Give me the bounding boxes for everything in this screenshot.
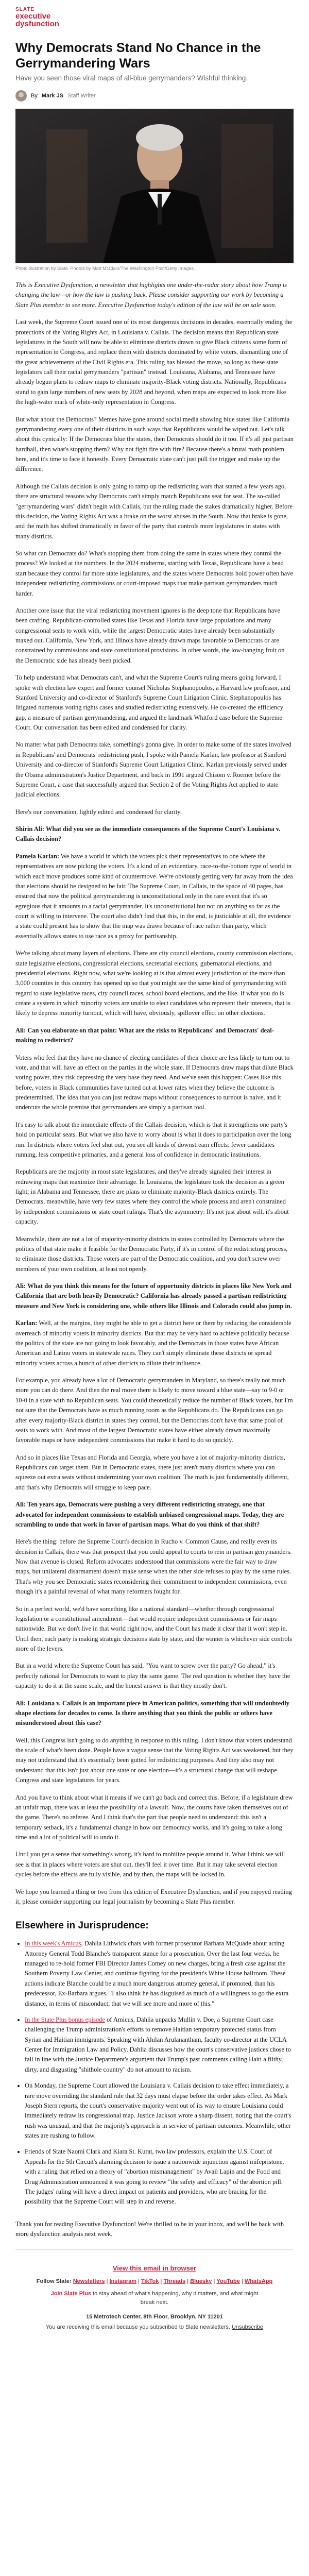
article-paragraph: Here's our conversation, lightly edited and condensed for clarity. [15,808,182,816]
elsewhere-item-text: On Monday, the Supreme Court allowed the Louisiana v. Callais decision to take effect immediately, a rare move overriding the standard rule that 32 days must elapse before the order takes effect. As Mark Joseph Stern reports, the court's conservative majority went out of its way to ensure Louisiana could immediately redraw its congressional map. Justice Jackson wrote a sharp dissent, noting that the court's rush was unusual, and that the majority's approach is in service of partisan outcomes. Meanwhile, other states are rushing to follow. [25,2082,291,2139]
author-role: Staff Writer [67,93,96,99]
article-paragraph: Another core issue that the viral redistricting movement ignores is the deep tone that Republicans have been crafting. Republican-controlled states like Texas and Florida have large populations and many congressional seats to work with, while the largest Democratic states have already been substantially maxed out. California, New York, and Illinois have already drawn maps favorable to Democrats or are constrained by commissions and state constitutional provisions. In other words, the low-hanging fruit on the Democratic side has already been picked. [15,606,285,664]
interview-paragraph [15,1604,294,1654]
speaker-text: Meanwhile, there are not a lot of majority-minority districts in states controlled by Democrats where the politics of that state make it feasible for the Democratic Party, if it's in control of the redistricting process, to eliminate those districts. Those voters are part of the Democratic coalition, and you don't screw over members of your own coalition, at least not openly. [15,1235,288,1273]
interview-paragraph [15,1453,294,1493]
speaker-text: Louisiana v. Callais is an important piece in American politics, something that will undoubtedly shape elections for decades to come. Is there anything that you think the public or others have misunderstood about this case? [15,1699,290,1727]
intro-paragraph: This is Executive Dysfunction, a newsletter that highlights one under-the-radar story about how Trump is changing the law—or how the law is pushing back. Please consider supporting our work by becoming a Slate Plus member to see more. Executive Dysfunction today's edition of the law will be on sale soon. [15,281,287,309]
speaker-label: Karlan: [15,1319,38,1327]
tagline-text: to stay ahead of what's happening, why it matters, and what might break next. [91,2291,259,2306]
speaker-text: Well, at the margins, they might be able to get a district here or there by reducing the considerable overreach of minority voters in minority districts. But that may be very hard to achieve politically because the politics of the state are not going to look favorably, and the Democrats in those states have African American and Latino voters in statewide races. They can't simply eliminate these districts or spread minority voters across a bunch of other districts to dilute their influence. [15,1319,291,1367]
hero-image [15,109,294,263]
follow-link-whatsapp[interactable]: WhatsApp [244,2278,273,2285]
speaker-text: Well, this Congress isn't going to do anything in response to this ruling. I don't know that voters understand the scale of what's been done. People have a vague sense that the Voting Rights Act was weakened, but they may not understand that it's essentially been gutted for redistricting purposes. And they also may not understand that this isn't just about one state or one election—it's a structural change that will reshape Congress and state legislatures for years. [15,1736,294,1784]
speaker-text: Can you elaborate on that point: What are the risks to Republicans' and Democrats' deal-making to redistrict? [15,1026,274,1044]
article-paragraph: To help understand what Democrats can't, and what the Supreme Court's ruling means going forward, I spoke with election law expert and former counsel Nicholas Stephanopoulos, a Harvard law professor, and Stanford University and co-director of Stanford's Supreme Court Litigation Clinic. Stephanopoulos has litigated numerous voting rights cases and studied redistricting extensively. He co-created the efficiency gap, a measure of partisan gerrymandering, and argued the landmark Whitford case before the Supreme Court. Our conversation has been edited and condensed for clarity. [15,674,290,731]
view-in-browser-link[interactable]: View this email in browser [112,2264,197,2273]
logo-line1: executive [15,12,51,21]
article-paragraph: Although the Callais decision is only going to ramp up the redistricting wars that started a few years ago, there are structural reasons why Democrats can't simply match Republicans seat for seat. The so-called "gerrymandering wars" didn't begin with Callais, but the ruling made the stakes dramatically higher. Before this decision, the Voting Rights Act was a brake on the worst abuses in the South. Now that brake is gone, and the math has shifted dramatically in favor of the party that controls more legislatures in states with many districts. [15,482,293,540]
speaker-text: It's easy to talk about the immediate effects of the Callais decision, which is that it strengthens one party's hold on particular seats. But what we also have to worry about is what it does to participation over the long run. In districts where voters feel shut out, you see all kinds of downstream effects: fewer candidates running, less competitive primaries, and a general loss of confidence in democratic institutions. [15,1121,291,1158]
speaker-text: We're talking about many layers of elections. There are city council elections, county commission elections, state legislative elections, congressional elections, secretarial elections, gubernatorial elections, and presidential elections. Right now, what we're looking at is that almost every jurisdiction of the more than 3,000 counties in this country has opened up so that you might see the same kind of gerrymandering with regard to state legislative races, city council races, school board elections, and the like. If what you do is create a system in which minority voters are unable to elect candidates who represent their interests, that is likely to depress minority turnout, which will have, obviously, spillover effect on other elections. [15,950,294,1017]
slate-logo[interactable] [15,7,59,28]
paragraphs [15,317,294,817]
byline-prefix: By [31,93,38,99]
footer-divider [15,2249,294,2250]
logo-line2: dysfunction [15,20,59,28]
interview [15,824,294,1880]
elsewhere-item-text: of Amicus, Dahlia unpacks Mullin v. Doe, a Supreme Court case challenging the Trump administration's efforts to remove Haitian temporary protected status from Syrian and Haitian immigrants. Speaking with Ahilan Arulanantham, faculty co-director at the UCLA Center for Immigration Law and Policy, Dahlia discusses how the court's conservative justices chose to fall in line with the Justice Department's argument that Trump's past comments calling Haiti a filthy, dirty, and disgusting "shithole country" do not amount to racism. [25,2015,291,2073]
speaker-label: Ali: [15,1501,26,1509]
interview-paragraph [15,1167,294,1227]
elsewhere-list [15,1939,294,2207]
speaker-text: But in a world where the Supreme Court has said, "You want to screw over the party? Go ahead," it's perfectly rational for Democrats to want to play the same game. The real question is whether they have the capacity to do it at the same scale, and the honest answer is that they mostly don't. [15,1662,290,1690]
speaker-text: Republicans are the majority in most state legislatures, and they've already signaled their interest in redrawing maps that maximize their advantage. In Louisiana, the legislature took the decision as a green light; in Alabama and Tennessee, there are plans to eliminate majority-Black districts entirely. The Democrats, meanwhile, have very few states where they control the whole process and aren't constrained by independent commissions or state court rulings. That's the asymmetry: It's not just about will, it's about capacity. [15,1168,289,1226]
author-avatar [15,90,27,101]
speaker-label: Ali: [15,1026,26,1034]
closing-paragraph [15,1887,294,1907]
interview-paragraph [15,1120,294,1160]
elsewhere-item-link[interactable]: In this week's Amicus [25,1940,81,1947]
interview-paragraph [15,1736,294,1786]
interview-paragraph [15,1053,294,1113]
byline [15,90,294,101]
article-subtitle: Have you seen those viral maps of all-blue gerrymanders? Wishful thinking. [15,74,248,82]
elsewhere-item-link[interactable]: In the State Plus bonus episode [25,2015,105,2023]
speaker-label: Ali: [15,1282,26,1290]
join-slate-plus-link[interactable]: Join Slate Plus [50,2291,91,2297]
footer [15,2259,294,2351]
elsewhere-item-text: Friends of State Naomi Clark and Kiara St. Kurat, two law professors, explain the U.S. Court of Appeals for the 5th Circuit's alarming decision to issue a nationwide injunction against mifepristone, with a ruling that relied on a theory of "abortion mismanagement" by Avail Lapin and the Food and Drug Administration announced it was going to review "the safety and efficacy" of the abortion pill. The judges' ruling will have a direct impact on patients and providers, who are bracing for the possibility that the Supreme Court will step in and reverse. [25,2148,284,2206]
speaker-text: Ten years ago, Democrats were pushing a very different redistricting strategy, one that advocated for independent commissions to establish unbiased congressional maps. Today, they are scrambling to undo that work in favor of partisan maps. What do you think of that shift? [15,1501,284,1528]
interview-paragraph [15,1500,294,1530]
unsub-text: You are receiving this email because you subscribed to Slate newsletters. [45,2324,230,2331]
speaker-text: And you have to think about what it means if we can't go back and correct this. Before, if a legislature drew an unfair map, there was at least the possibility of a lawsuit. Now, the courts have taken themselves out of the game. There's no referee. And I think that's the part that people need to understand: this isn't a temporary setback, it's a fundamental change in how our democracy works, and it's going to take a long time and a lot of political will to undo it. [15,1793,293,1841]
speaker-text: What did you see as the immediate consequences of the Supreme Court's Louisiana v. Callais decision? [15,825,281,843]
interview-paragraph [15,1793,294,1843]
speaker-label: Ali: [15,1699,26,1707]
follow-row [15,2278,294,2284]
speaker-label: Shirin Ali: [15,825,44,833]
interview-paragraph [15,948,294,1019]
speaker-text: Until you get a sense that something's wrong, it's hard to mobilize people around it. What I think we will see is that in places where voters are shut out, they'll feel it over time. But it may take several election cycles before the effects are fully visible, and by then, the maps will be locked in. [15,1851,285,1878]
elsewhere-heading: Elsewhere in Jurisprudence: [15,1920,149,1931]
speaker-text: Voters who feel that they have no chance of electing candidates of their choice are less likely to turn out to vote, and that will have an effect on the parties in the whole state. If Democrats draw maps that dilute Black voting power, they risk depressing the very base they need. And we've seen this happen: Cases like this before, voters in Black communities have turned out at lower rates when they believe the outcome is predetermined. The idea that you can just redraw maps without consequences to turnout is naive, and it undercuts the whole premise that gerrymanders are simply a partisan tool. [15,1054,294,1111]
interview-paragraph [15,852,294,941]
speaker-text: For example, you already have a lot of Democratic gerrymanders in Maryland, so there's really not much more you can do there. And then the real move there is likely to move toward a blue state—say to 9-0 or 10-0 in a state with no Republican seats. You could theoretically reduce the number of Black voters, but I'm not sure that the Democrats have as much running room as the Republicans do. The Republicans can go after every majority-Black district in states they control, but the Democrats don't have that same pool of seats to work with. And most of the largest Democratic states have either already drawn maximally favorable maps or have independent commissions that make it hard to do so quickly. [15,1377,293,1444]
article-paragraph: So what can Democrats do? What's stopping them from doing the same in states where they control the process? We looked at the numbers. In the 2024 midterms, starting with Texas, Republicans have a head start because they control far more state legislatures, and the states where Democrats hold power often have independent redistricting commissions or court-imposed maps that make partisan gerrymanders much harder. [15,550,294,597]
thanks-note: Thank you for reading Executive Dysfunction! We're thrilled to be in your inbox, and we'll be back with more dysfunction analysis next week. [15,2220,284,2238]
follow-links: Newsletters | Instagram | TikTok | Threads | Bluesky | YouTube | WhatsApp [73,2278,273,2285]
elsewhere-item [25,2147,294,2207]
hero-caption: Photo illustration by Slate. Photos by Matt McClain/The Washington Post/Getty Images. [15,266,195,271]
unsubscribe-row [15,2324,294,2330]
interview-paragraph [15,1281,294,1311]
author-name[interactable]: Mark JS [41,93,64,99]
follow-link-bluesky[interactable]: Bluesky [190,2278,212,2285]
logo-slate: SLATE [15,7,35,12]
tagline [46,2290,263,2307]
article-title: Why Democrats Stand No Chance in the Gerrymandering Wars [15,41,261,71]
speaker-text: So in a perfect world, we'd have something like a national standard—whether through congressional legislation or a constitutional amendment—that would require independent commissions or fair maps nationwide. But we don't live in that world right now, and the Court has made it clear that it won't step in. Until then, each party is making strategic decisions state by state, and the winner is whichever side controls more of the levers. [15,1605,293,1652]
interview-paragraph [15,1661,294,1691]
interview-paragraph [15,1699,294,1728]
follow-link-tiktok[interactable]: TikTok [141,2278,159,2285]
interview-paragraph [15,824,294,844]
elsewhere-item [25,1939,294,2009]
follow-link-threads[interactable]: Threads [163,2278,186,2285]
speaker-text: And so in places like Texas and Florida and Georgia, where you have a lot of majority-minority districts, Republicans can target them. But in Democratic states, there just aren't many districts where you can squeeze out extra seats without undermining your own coalition. The math is just fundamentally different, and that's why Democrats will struggle to keep pace. [15,1453,289,1491]
elsewhere-item [25,2081,294,2141]
interview-paragraph [15,1850,294,1879]
article-paragraph: But what about the Democrats? Memes have gone around social media showing blue states like California gerrymandering every one of their districts in such ways that Republicans would be wiped out. Let's talk about this cynically: If the Democrats blue the states, then Democrats should do it too. If it's all just partisan hardball, then what's stopping them? Why not fight fire with fire? Because there's a brutal math problem here, and it's time to face it honestly. Every Democratic state can't just pull the trigger and make up the difference. [15,415,294,473]
follow-link-newsletters[interactable]: Newsletters [73,2278,105,2285]
follow-link-youtube[interactable]: YouTube [216,2278,240,2285]
hero-photo-illustration [15,109,294,263]
address: 15 Metrotech Center, 8th Floor, Brooklyn, NY 11201 [86,2314,223,2320]
article-paragraph: Last week, the Supreme Court issued one of its most dangerous decisions in decades, essentially ending the protections of the Voting Rights Act, in Louisiana v. Callais. The decision means that Republican state legislatures in the South will now be able to eliminate districts drawn to give Black citizens some form of representation in Congress, and replace them with districts dominated by white voters, dismantling one of the great achievements of the Civil Rights era. This ruling has blessed the move, so long as these state legislators call their racial gerrymanders "partisan" instead. Louisiana, Alabama, and Tennessee have already begun plans to redraw maps to eliminate majority-Black voting districts. Nationally, Republicans stand to gain large numbers of new seats by 2028 and beyond, when maps are expected to look more like the high-water mark of white-only representation in Congress. [15,318,293,406]
interview-paragraph [15,1026,294,1046]
speaker-text: What do you think this means for the future of opportunity districts in places like New York and California that are both heavily Democratic? California has already passed a partisan redistricting measure and New York is considering one, while others like Illinois and Colorado could also jump in. [15,1282,292,1310]
follow-label: Follow Slate: [36,2278,72,2285]
elsewhere-item [25,2015,294,2075]
masthead [15,0,294,33]
speaker-text: Here's the thing: before the Supreme Court's decision in Rucho v. Common Cause, and really even its decision in Callais, there was that prospect that you could appeal to courts to rein in partisan gerrymanders. Now that avenue is closed. Reform advocates understood that commissions were the fair way to draw maps, but unilateral disarmament doesn't make sense when the other side refuses to play by the same rules. That's why you see Democratic states reconsidering their commitment to independent commissions, even though it's a painful reversal of what many reformers fought for. [15,1538,292,1596]
speaker-text: We have a world in which the voters pick their representatives to one where the representatives are now picking the voters. It's a kind of an evidentiary, race-to-the-bottom type of world in which each move produces some kind of countermove. We're obviously getting very far away from the idea that elections should be designed to be fair. The Supreme Court, in Callais, in the space of 40 pages, has ensured that now the political gerrymandering is unconstitutional only in the rare event that it's so egregious that it amounts to a racial gerrymander. It's unconstitutional but not on anything so far as the court is willing to intervene. The court also didn't find that this, in the end, is justiciable at all, the evidence a state could present has to show that the map was drawn because of race rather than party, which essentially allows states to use race as a proxy for partisanship. [15,852,293,940]
interview-paragraph [15,1234,294,1275]
article-body [15,280,294,1907]
unsubscribe-link[interactable]: Unsubscribe [231,2324,264,2331]
follow-link-instagram[interactable]: Instagram [109,2278,137,2285]
interview-paragraph [15,1318,294,1368]
closing-text: We hope you learned a thing or two from this edition of Executive Dysfunction, and if you enjoyed reading it, please consider supporting our legal journalism by becoming a Slate Plus member. [15,1888,292,1905]
interview-paragraph [15,1537,294,1597]
speaker-label: Pamela Karlan: [15,852,60,860]
interview-paragraph [15,1376,294,1446]
elsewhere-item-text: , Dahlia Lithwick chats with former prosecutor Barbara McQuade about acting Attorney General Todd Blanche's transparent stance for a prosecution. Over the last four weeks, he managed to re-hold former FBI Director James Comey on new charges, bring a fresh case against the Southern Poverty Law Center, and continue fighting for the president's White House ballroom. These actions indicate Blanche could be a much more dangerous attorney general, if promoted, than his predecessor, Ex-Barbara argues. "I also think he has disguised as much of a willingness to go the extra distance, in terms of misconduct, that we will see more and more of this." [25,1940,289,2007]
article-paragraph: No matter what path Democrats take, something's gonna give. In order to make some of the states involved in Republicans' and Democrats' redistricting push, I spoke with Pamela Karlan, law professor at Stanford University and co-director of Stanford's Supreme Court Litigation Clinic. Karlan previously served under the Obama administration's Justice Department, and back in 1991 argued Chisom v. Roemer before the Supreme Court, a case that successfully argued that Section 2 of the Voting Rights Act applied to state judicial elections. [15,741,291,799]
